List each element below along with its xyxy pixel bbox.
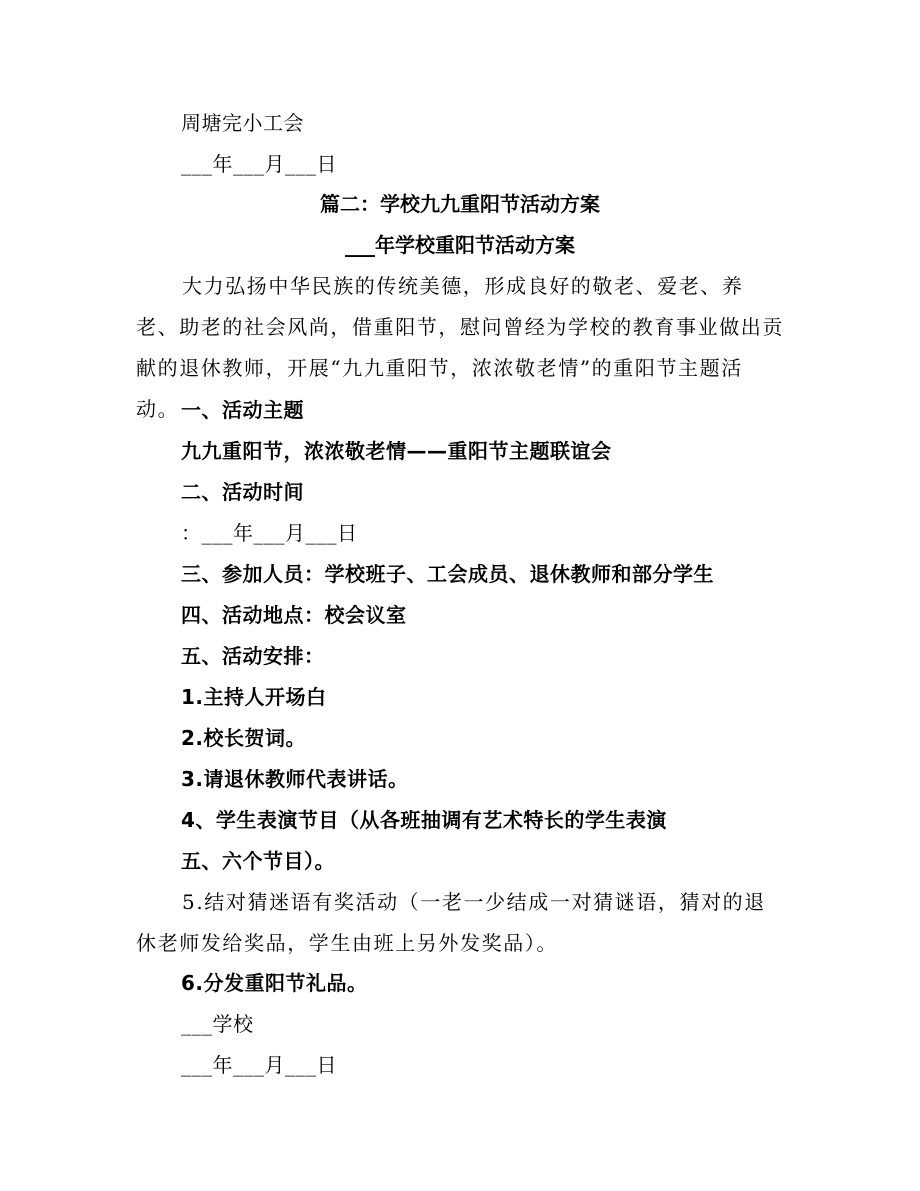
signature-date-top: ___年___月___日 [181, 152, 337, 176]
time-text: ：___年___月___日 [181, 521, 358, 545]
theme-heading: 一、活动主题 [181, 398, 304, 422]
time-heading: 二、活动时间 [181, 480, 304, 504]
schedule-item-2: 2.校长贺词。 [181, 726, 307, 750]
schedule-item-4-line-1: 4、学生表演节目（从各班抽调有艺术特长的学生表演 [181, 808, 667, 832]
location-line: 四、活动地点：校会议室 [181, 603, 407, 627]
signature-org-top: 周塘完小工会 [181, 111, 304, 135]
schedule-item-5: 5.结对猜迷语有奖活动（一老一少结成一对猜谜语，猜对的退休老师发给奖品，学生由班上另外发奖品）。 [136, 890, 766, 955]
participants-line: 三、参加人员：学校班子、工会成员、退休教师和部分学生 [181, 562, 714, 586]
schedule-heading: 五、活动安排： [181, 644, 325, 668]
schedule-item-6: 6.分发重阳节礼品。 [181, 971, 368, 995]
schedule-item-4-line-2: 五、六个节目）。 [181, 849, 335, 873]
theme-text: 九九重阳节，浓浓敬老情——重阳节主题联谊会 [181, 439, 612, 463]
signature-org-bottom: ___学校 [181, 1012, 254, 1036]
schedule-item-1: 1.主持人开场白 [181, 685, 327, 709]
document-title: ___年学校重阳节活动方案 [345, 233, 575, 257]
intro-paragraph: 大力弘扬中华民族的传统美德，形成良好的敬老、爱老、养老、助老的社会风尚，借重阳节，慰问曾经为学校的教育事业做出贡献的退休教师，开展“九九重阳节，浓浓敬老情”的重阳节主题活动。 [136, 274, 784, 421]
schedule-item-3: 3.请退休教师代表讲话。 [181, 767, 409, 791]
section-title: 篇二：学校九九重阳节活动方案 [320, 192, 600, 216]
signature-date-bottom: ___年___月___日 [181, 1053, 337, 1077]
